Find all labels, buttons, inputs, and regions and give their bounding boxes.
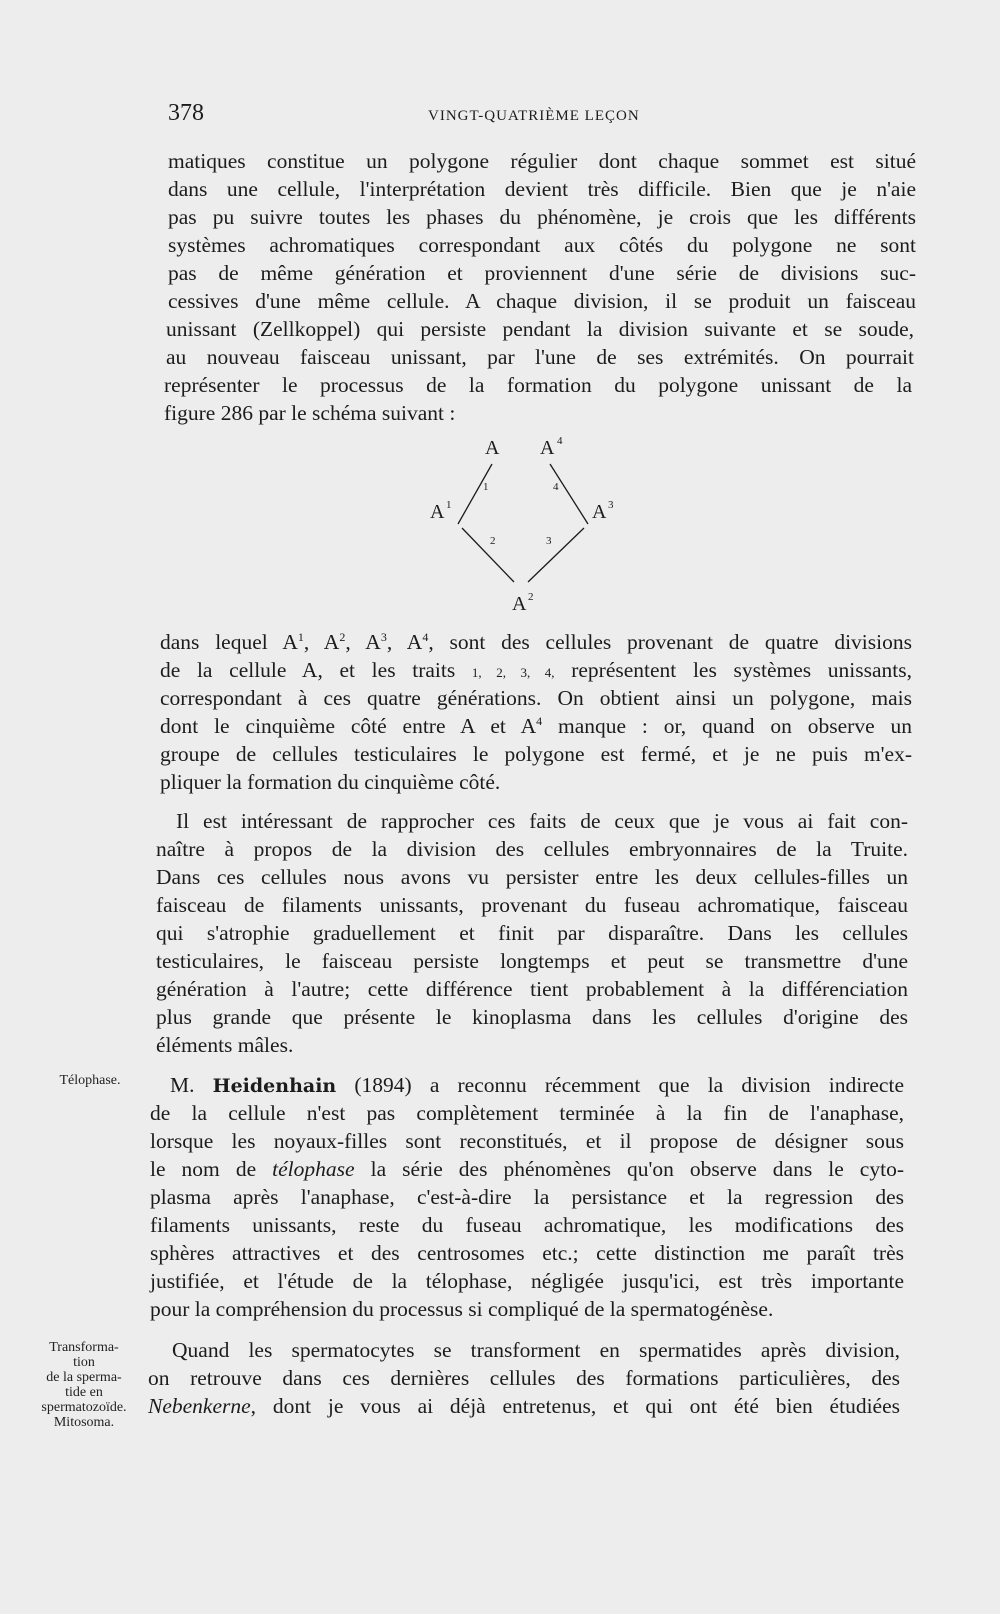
text-line: pas de même génération et proviennent d'une série de divisions suc- <box>168 261 916 285</box>
text-line: dont le cinquième côté entre A et $A^4$ manque : or, quand on observe un <box>160 713 912 738</box>
text-line: pliquer la formation du cinquième côté. <box>160 770 501 794</box>
edge-3-label: 3 <box>546 535 552 547</box>
running-title: VINGT-QUATRIÈME LEÇON <box>428 108 640 124</box>
text-line: unissant (Zellkoppel) qui persiste pendant la division suivante et se soude, <box>166 317 914 341</box>
vertex-a2-sup: 2 <box>528 591 534 603</box>
page-header <box>168 100 916 130</box>
text-line: dans une cellule, l'interprétation devient très difficile. Bien que je n'aie <box>168 177 916 201</box>
text-line: filaments unissants, reste du fuseau achromatique, les modifications des <box>150 1213 904 1237</box>
vertex-a3-sup: 3 <box>608 499 614 511</box>
text-line: représenter le processus de la formation du polygone unissant de la <box>164 373 912 397</box>
text-line: justifiée, et l'étude de la télophase, négligée jusqu'ici, est très importante <box>150 1269 904 1293</box>
text-line: Nebenkerne, dont je vous ai déjà entretenus, et qui ont été bien étudiées <box>148 1394 900 1418</box>
text-line: on retrouve dans ces dernières cellules des formations particulières, des <box>148 1366 900 1390</box>
text-line: de la cellule n'est pas complètement terminée à la fin de l'anaphase, <box>150 1101 904 1125</box>
polygon-schema-diagram <box>430 432 650 622</box>
edge-3-line <box>528 528 584 582</box>
margin-note-telophase: Télophase. <box>59 1073 121 1088</box>
text-line: plasma après l'anaphase, c'est-à-dire la persistance et la regression des <box>150 1185 904 1209</box>
text-line: matiques constitue un polygone régulier dont chaque sommet est situé <box>168 149 916 173</box>
vertex-a: A <box>485 437 500 459</box>
text-line: dans lequel $A^1$, $A^2$, $A^3$, $A^4$, sont des cellules provenant de quatre divisions <box>160 629 912 654</box>
text-line: au nouveau faisceau unissant, par l'une de ses extrémités. On pourrait <box>166 345 914 369</box>
vertex-a4-sup: 4 <box>557 435 563 447</box>
text-line: cessives d'une même cellule. A chaque division, il se produit un faisceau <box>168 289 916 313</box>
text-line: pas pu suivre toutes les phases du phénomène, je crois que les différents <box>168 205 916 229</box>
edge-4-label: 4 <box>553 481 559 493</box>
margin-note-transformation: Transforma- tion de la sperma- tide en spermatozoïde. Mitosoma. <box>41 1340 127 1430</box>
page-number: 378 <box>168 100 204 126</box>
text-line: Dans ces cellules nous avons vu persister entre les deux cellules-filles un <box>156 865 908 889</box>
text-line: groupe de cellules testiculaires le polygone est fermé, et je ne puis m'ex- <box>160 742 912 766</box>
vertex-a1: A <box>430 501 445 523</box>
text-line: Il est intéressant de rapprocher ces faits de ceux que je vous ai fait con- <box>176 809 908 833</box>
text-line: Quand les spermatocytes se transforment en spermatides après division, <box>172 1338 900 1362</box>
text-line: lorsque les noyaux-filles sont reconstitués, et il propose de désigner sous <box>150 1129 904 1153</box>
text-line: correspondant à ces quatre générations. On obtient ainsi un polygone, mais <box>160 686 912 710</box>
text-line: testiculaires, le faisceau persiste longtemps et peut se transmettre d'une <box>156 949 908 973</box>
text-line: naître à propos de la division des cellules embryonnaires de la Truite. <box>156 837 908 861</box>
text-line: faisceau de filaments unissants, provenant du fuseau achromatique, faisceau <box>156 893 908 917</box>
text-line: génération à l'autre; cette différence tient probablement à la différenciation <box>156 977 908 1001</box>
vertex-a2: A <box>512 593 527 615</box>
edge-2-label: 2 <box>490 535 496 547</box>
vertex-a1-sup: 1 <box>446 499 452 511</box>
edge-1-label: 1 <box>483 481 489 493</box>
text-line: M. Heidenhain (1894) a reconnu récemment que la division indirecte <box>170 1073 904 1097</box>
text-line: figure 286 par le schéma suivant : <box>164 401 456 425</box>
edge-4-line <box>550 464 588 524</box>
text-line: plus grande que présente le kinoplasma dans les cellules d'origine des <box>156 1005 908 1029</box>
text-line: éléments mâles. <box>156 1033 294 1057</box>
text-line: qui s'atrophie graduellement et finit par disparaître. Dans les cellules <box>156 921 908 945</box>
text-line: systèmes achromatiques correspondant aux côtés du polygone ne sont <box>168 233 916 257</box>
text-line: le nom de télophase la série des phénomènes qu'on observe dans le cyto- <box>150 1157 904 1181</box>
text-line: sphères attractives et des centrosomes etc.; cette distinction me paraît très <box>150 1241 904 1265</box>
text-line: de la cellule A, et les traits 1, 2, 3, 4, représentent les systèmes unissants, <box>160 658 913 682</box>
edge-1-line <box>458 464 492 524</box>
text-line: pour la compréhension du processus si compliqué de la spermatogénèse. <box>150 1297 774 1321</box>
schema-svg <box>430 432 650 622</box>
vertex-a4: A <box>540 437 555 459</box>
vertex-a3: A <box>592 501 607 523</box>
edge-2-line <box>462 528 514 582</box>
